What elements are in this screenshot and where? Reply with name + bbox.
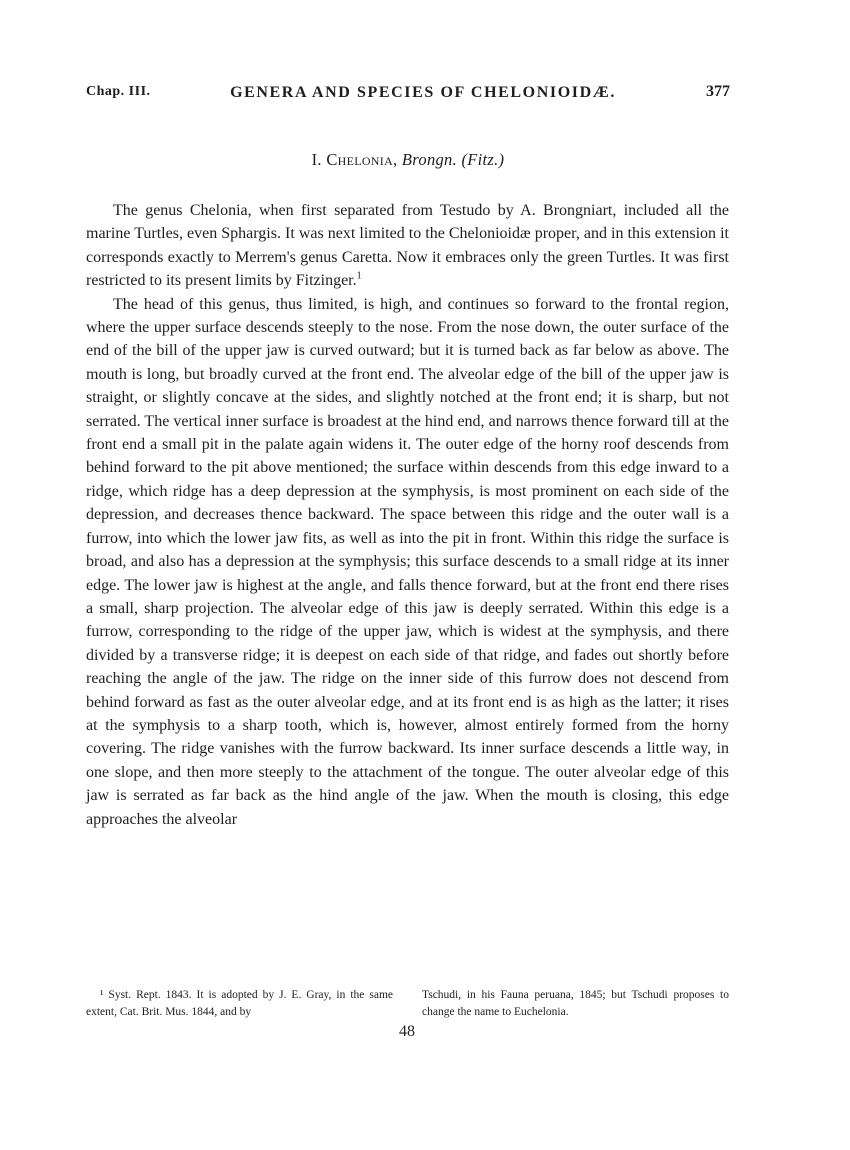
footnote-ref: 1 <box>356 270 362 282</box>
section-number: I. <box>311 150 322 169</box>
genus-authority: Brongn. <box>401 150 458 169</box>
page-number: 377 <box>706 83 730 100</box>
genus-name: Chelonia, <box>326 150 398 169</box>
genus-authority-alt: (Fitz.) <box>461 150 505 169</box>
paragraph-text: The genus Chelonia, when first separated from Testudo by A. Brongniart, included all the marine Turtles, even Sphargis. It was next limited to the Chelonioidæ proper, and in this extension it corresponds exactly to Merrem's genus Caretta. Now it embraces only the green Turtles. It was first restricted to its present limits by Fitzinger. <box>86 202 729 290</box>
running-title: GENERA AND SPECIES OF CHELONIOIDÆ. <box>230 84 616 101</box>
section-heading <box>86 150 730 170</box>
paragraph-text: The head of this genus, thus limited, is high, and continues so forward to the frontal region, where the upper surface descends steeply to the nose. From the nose down, the outer surface of the end of the bill of the upper jaw is curved outward; but it is turned back as far below as above. The mouth is long, but broadly curved at the front end. The alveolar edge of the bill of the upper jaw is straight, or slightly concave at the sides, and slightly notched at the front end; it is sharp, but not serrated. The vertical inner surface is broadest at the hind end, and narrows thence forward till at the front end a small pit in the palate again widens it. The outer edge of the horny roof descends from behind forward to the pit above mentioned; the surface within descends from this edge inward to a ridge, which ridge has a deep depression at the symphysis, is most prominent on each side of the depression, and decreases thence backward. The space between this ridge and the outer wall is a furrow, into which the lower jaw fits, as well as into the pit in front. Within this ridge the surface is broad, and also has a depression at the symphysis; this surface descends to a small ridge at its inner edge. The lower jaw is highest at the angle, and falls thence forward, but at the front end there rises a small, sharp projection. The alveolar edge of this jaw is deeply serrated. Within this edge is a furrow, corresponding to the ridge of the upper jaw, which is widest at the symphysis, and there divided by a transverse ridge; it is deepest on each side of that ridge, and fades out shortly before reaching the angle of the jaw. The ridge on the inner side of this furrow does not descend from behind forward as fast as the outer alveolar edge, and at its front end is as high as the latter; it rises at the symphysis to a sharp tooth, which is, however, almost entirely formed from the horny covering. The ridge vanishes with the furrow backward. Its inner surface descends a little way, in one slope, and then more steeply to the attachment of the tongue. The outer alveolar edge of this jaw is serrated as far back as the hind angle of the jaw. When the mouth is closing, this edge approaches the alveolar <box>86 295 729 828</box>
footnotes <box>86 987 729 1021</box>
paragraph <box>86 199 729 293</box>
body-text <box>86 199 729 831</box>
chapter-label: Chap. III. <box>86 84 151 99</box>
footnote-left: ¹ Syst. Rept. 1843. It is adopted by J. E. Gray, in the same extent, Cat. Brit. Mus. 1844, and by <box>86 989 393 1018</box>
paragraph <box>86 293 729 831</box>
running-header <box>86 84 730 106</box>
signature-mark: 48 <box>399 1023 415 1040</box>
footnote-right: Tschudi, in his Fauna peruana, 1845; but Tschudi proposes to change the name to Euchelonia. <box>422 989 729 1018</box>
